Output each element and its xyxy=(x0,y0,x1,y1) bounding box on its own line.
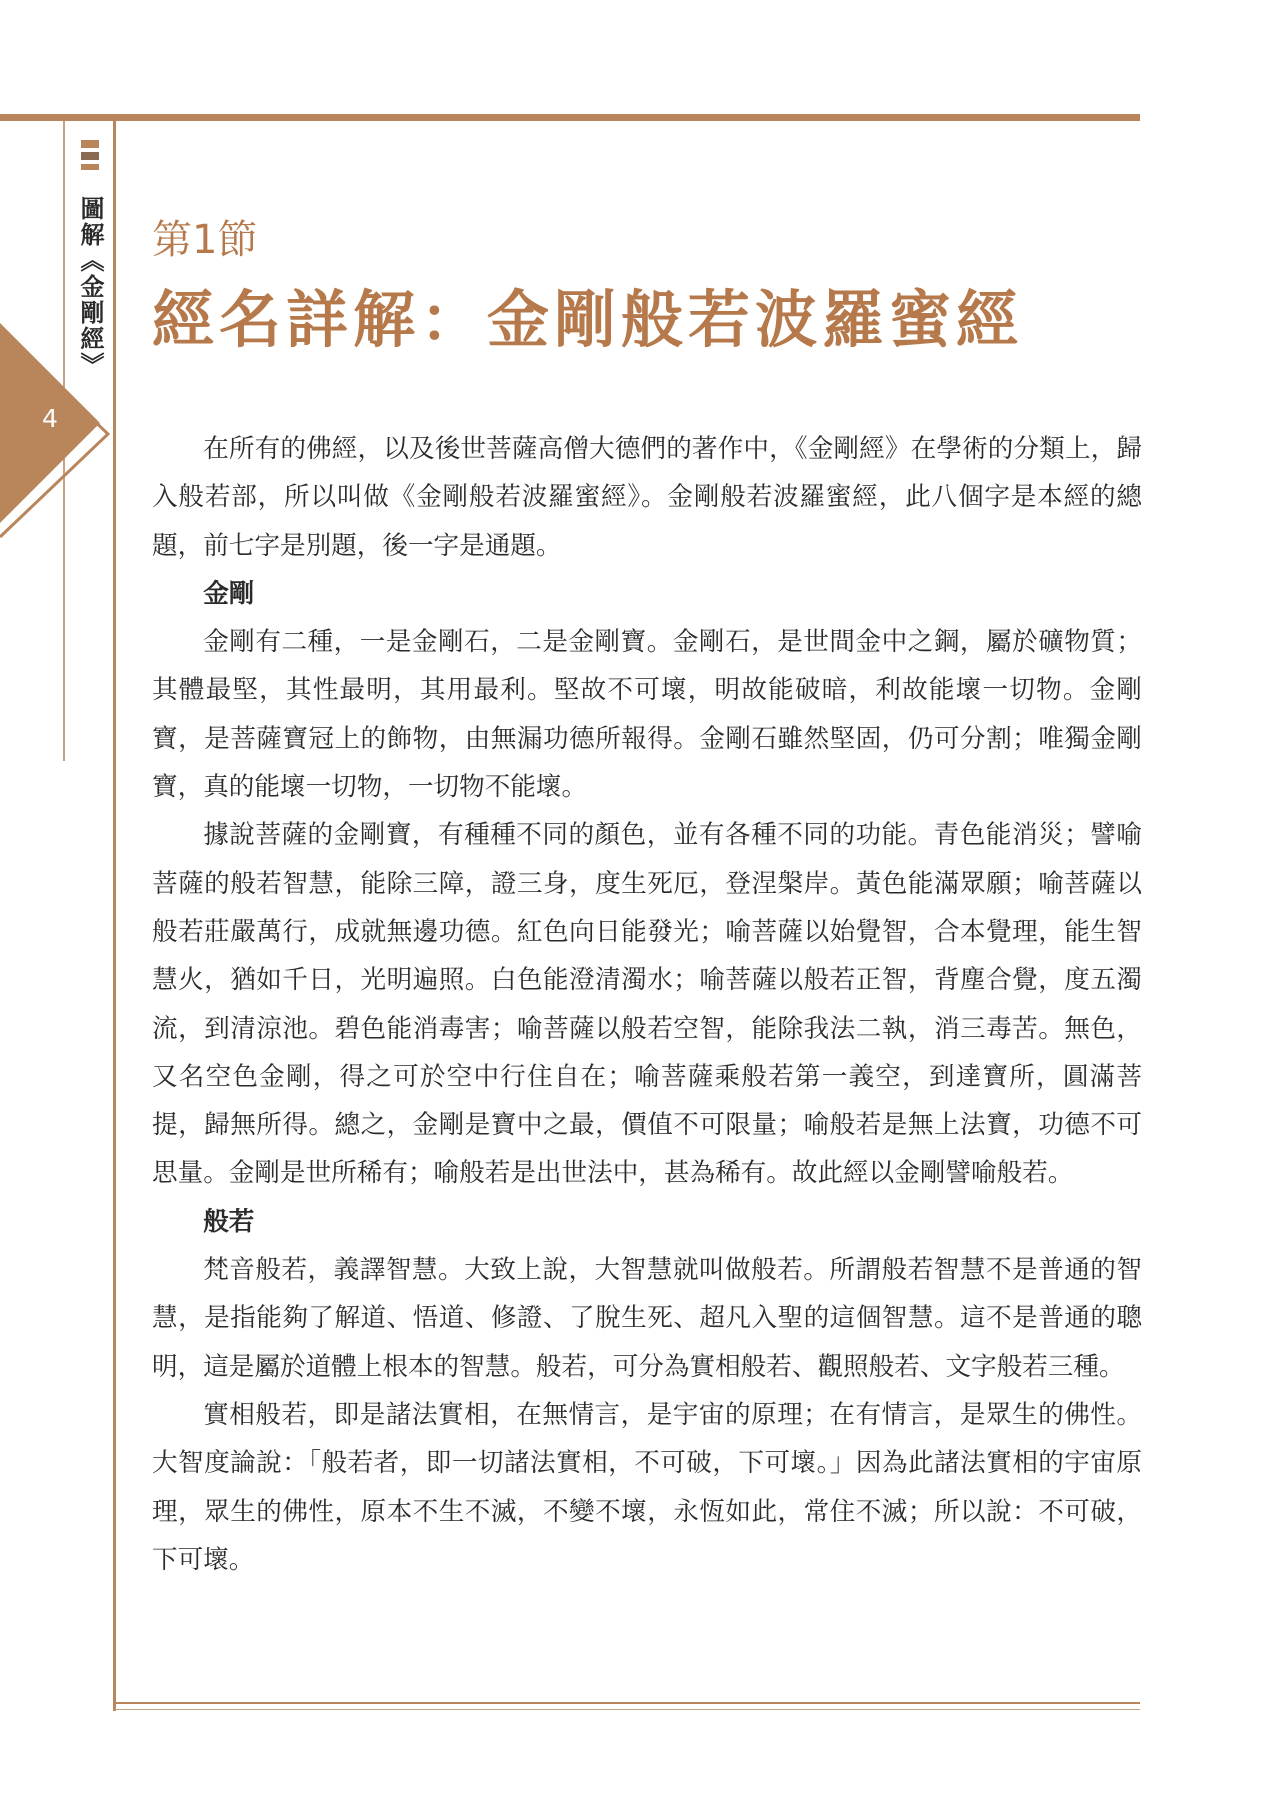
paragraph-vajra-2: 據說菩薩的金剛寶，有種種不同的顏色，並有各種不同的功能。青色能消災；譬喻菩薩的般若智慧，能除三障，證三身，度生死厄，登涅槃岸。黃色能滿眾願；喻菩薩以般若莊嚴萬行，成就無邊功德。紅色向日能發光；喻菩薩以始覺智，合本覺理，能生智慧火，猶如千日，光明遍照。白色能澄清濁水；喻菩薩以般若正智，背塵合覺，度五濁流，到清涼池。碧色能消毒害；喻菩薩以般若空智，能除我法二執，消三毒苦。無色，又名空色金剛，得之可於空中行住自在；喻菩薩乘般若第一義空，到達寶所，圓滿菩提，歸無所得。總之，金剛是寶中之最，價值不可限量；喻般若是無上法寶，功德不可思量。金剛是世所稀有；喻般若是出世法中，甚為稀有。故此經以金剛譬喻般若。 xyxy=(152,820,1142,1189)
page-number: 4 xyxy=(42,404,58,433)
bottom-rule xyxy=(115,1702,1140,1704)
page-tab-chevron-icon xyxy=(0,323,118,545)
paragraph-intro: 在所有的佛經，以及後世菩薩高僧大德們的著作中，《金剛經》在學術的分類上，歸入般若部，所以叫做《金剛般若波羅蜜經》。金剛般若波羅蜜經，此八個字是本經的總題，前七字是別題，後一字是通題。 xyxy=(152,434,1142,561)
book-title: 圖解《金剛經》 xyxy=(76,196,104,378)
subheading-prajna: 般若 xyxy=(203,1206,255,1237)
side-marker-icon xyxy=(81,140,99,174)
bottom-rule-thin xyxy=(115,1709,1140,1710)
paragraph-vajra-1: 金剛有二種，一是金剛石，二是金剛寶。金剛石，是世間金中之鋼，屬於礦物質；其體最堅，其性最明，其用最利。堅故不可壞，明故能破暗，利故能壞一切物。金剛寶，是菩薩寶冠上的飾物，由無漏功德所報得。金剛石雖然堅固，仍可分割；唯獨金剛寶，真的能壞一切物，一切物不能壞。 xyxy=(152,627,1142,803)
subheading-vajra: 金剛 xyxy=(203,578,255,609)
body-text xyxy=(152,425,1142,1584)
chapter-title: 經名詳解：金剛般若波羅蜜經 xyxy=(152,283,1024,356)
section-label: 第1節 xyxy=(152,217,258,263)
paragraph-prajna-2: 實相般若，即是諸法實相，在無情言，是宇宙的原理；在有情言，是眾生的佛性。大智度論說：「般若者，即一切諸法實相，不可破，下可壞。」因為此諸法實相的宇宙原理，眾生的佛性，原本不生不滅，不變不壞，永恆如此，常住不滅；所以說：不可破，下可壞。 xyxy=(152,1399,1142,1575)
top-rule xyxy=(0,114,1140,121)
paragraph-prajna-1: 梵音般若，義譯智慧。大致上說，大智慧就叫做般若。所謂般若智慧不是普通的智慧，是指能夠了解道、悟道、修證、了脫生死、超凡入聖的這個智慧。這不是普通的聰明，這是屬於道體上根本的智慧。般若，可分為實相般若、觀照般若、文字般若三種。 xyxy=(152,1255,1142,1382)
